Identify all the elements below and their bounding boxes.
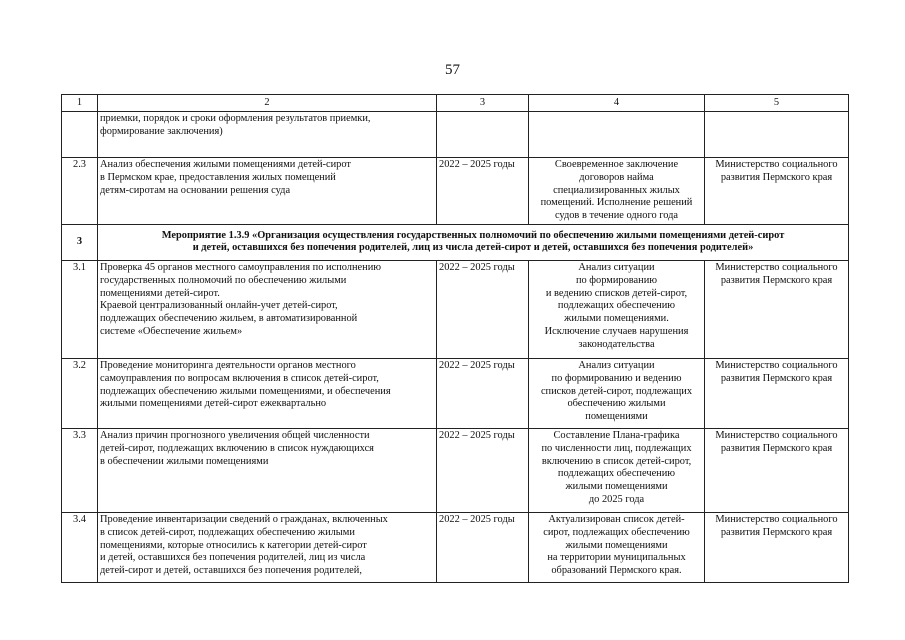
result-line: подлежащих обеспечению (557, 300, 676, 312)
result-line: на территории муниципальных (547, 552, 686, 564)
row-period: 2022 – 2025 годы (437, 512, 529, 582)
executor-line: развития Пермского края (720, 171, 833, 183)
table-row (62, 428, 849, 512)
row-number: 3.2 (62, 358, 98, 428)
row-description (98, 512, 437, 582)
result-line: включению в список детей-сирот, (541, 455, 692, 467)
result-line: Исключение случаев нарушения (544, 325, 689, 337)
executor-line: Министерство социального (715, 513, 838, 525)
row-result (529, 428, 705, 512)
row-period (437, 112, 529, 158)
row-executor (705, 112, 849, 158)
row-executor (705, 358, 849, 428)
executor-line: Министерство социального (715, 261, 838, 273)
row-executor (705, 428, 849, 512)
row-description (98, 158, 437, 225)
result-line: жилыми помещениями (565, 481, 668, 493)
table-row (62, 512, 849, 582)
result-line: сирот, подлежащих обеспечению (543, 526, 690, 538)
row-result (529, 112, 705, 158)
executor-line: развития Пермского края (720, 372, 833, 384)
header-cell-1: 1 (62, 95, 98, 112)
description-line: Проведение мониторинга деятельности органов местного (100, 359, 356, 371)
description-line: приемки, порядок и сроки оформления результатов приемки, (100, 113, 371, 124)
row-executor (705, 158, 849, 225)
result-line: Актуализирован список детей- (548, 513, 685, 525)
row-result (529, 260, 705, 358)
result-line: законодательства (578, 338, 655, 350)
row-result (529, 358, 705, 428)
section-number: 3 (62, 224, 98, 260)
row-number: 3.3 (62, 428, 98, 512)
result-line: до 2025 года (588, 493, 645, 505)
section-title-line: и детей, оставшихся без попечения родителей, лиц из числа детей-сирот и детей, оставшихся без попечения родителей» (192, 242, 754, 254)
executor-line: Министерство социального (715, 429, 838, 441)
result-line: Анализ ситуации (578, 359, 655, 371)
row-executor (705, 260, 849, 358)
result-line: помещений. Исполнение решений (540, 197, 693, 209)
table-header-row (62, 95, 849, 112)
result-line: образований Пермского края. (551, 565, 682, 577)
description-line: Проверка 45 органов местного самоуправления по исполнению (100, 261, 382, 273)
section-title (98, 224, 849, 260)
result-line: обеспечению жилыми (567, 398, 666, 410)
description-line: детей-сирот, подлежащих включению в список нуждающихся (100, 442, 374, 454)
description-line: Анализ причин прогнозного увеличения общей численности (100, 429, 370, 441)
description-line: формирование заключения) (100, 125, 223, 137)
table-row (62, 158, 849, 225)
result-line: и ведению списков детей-сирот, (545, 287, 688, 299)
result-line: подлежащих обеспечению (557, 468, 676, 480)
executor-line: развития Пермского края (720, 274, 833, 286)
description-line: и детей, оставшихся без попечения родителей, лиц из числа (100, 552, 366, 564)
row-period: 2022 – 2025 годы (437, 358, 529, 428)
row-description (98, 260, 437, 358)
row-number: 3.1 (62, 260, 98, 358)
row-number (62, 112, 98, 158)
row-description (98, 428, 437, 512)
row-description (98, 112, 437, 158)
plan-table (61, 94, 849, 583)
result-line: списков детей-сирот, подлежащих (540, 385, 693, 397)
description-line: Анализ обеспечения жилыми помещениями детей-сирот (100, 159, 351, 170)
description-line: Краевой централизованный онлайн-учет детей-сирот, (100, 300, 338, 312)
description-line: подлежащих обеспечению жилыми помещениями, и обеспечения (100, 385, 391, 397)
row-result (529, 158, 705, 225)
result-line: по формированию (575, 274, 658, 286)
row-period: 2022 – 2025 годы (437, 428, 529, 512)
result-line: специализированных жилых (553, 184, 680, 196)
result-line: судов в течение одного года (554, 210, 679, 222)
result-line: жилыми помещениями (565, 539, 668, 551)
header-cell-2: 2 (98, 95, 437, 112)
executor-line: Министерство социального (715, 359, 838, 371)
result-line: жилыми помещениями. (564, 313, 669, 325)
description-line: Проведение инвентаризации сведений о гражданах, включенных (100, 513, 388, 525)
row-executor (705, 512, 849, 582)
description-line: детям-сиротам на основании решения суда (100, 184, 291, 196)
row-description (98, 358, 437, 428)
description-line: самоуправления по вопросам включения в список детей-сирот, (100, 372, 379, 384)
description-line: жилыми помещениями детей-сирот ежеквартально (100, 398, 327, 410)
description-line: в Пермском крае, предоставления жилых помещений (100, 171, 336, 183)
result-line: Анализ ситуации (578, 261, 655, 273)
result-line: по формированию и ведению (551, 372, 682, 384)
executor-line: развития Пермского края (720, 442, 833, 454)
table-row (62, 260, 849, 358)
row-number: 2.3 (62, 158, 98, 225)
result-line: Своевременное заключение (554, 159, 679, 170)
result-line: по численности лиц, подлежащих (541, 442, 692, 454)
section-row (62, 224, 849, 260)
table-row (62, 358, 849, 428)
header-cell-5: 5 (705, 95, 849, 112)
executor-line: развития Пермского края (720, 526, 833, 538)
result-line: договоров найма (579, 171, 654, 183)
row-number: 3.4 (62, 512, 98, 582)
description-line: в обеспечении жилыми помещениями (100, 455, 269, 467)
description-line: помещениями, которые относились к категории детей-сирот (100, 539, 367, 551)
description-line: детей-сирот и детей, оставшихся без попечения родителей, (100, 565, 362, 577)
description-line: в список детей-сирот, подлежащих обеспечению жилыми (100, 526, 355, 538)
row-period: 2022 – 2025 годы (437, 158, 529, 225)
page-number: 57 (445, 62, 460, 78)
result-line: Составление Плана-графика (553, 429, 680, 441)
row-period: 2022 – 2025 годы (437, 260, 529, 358)
row-result (529, 512, 705, 582)
header-cell-4: 4 (529, 95, 705, 112)
section-title-line: Мероприятие 1.3.9 «Организация осуществления государственных полномочий по обеспечению жилыми помещениями детей-сирот (161, 229, 785, 241)
result-line: помещениями (585, 411, 648, 423)
description-line: помещениями детей-сирот. (100, 287, 220, 299)
description-line: системе «Обеспечение жильем» (100, 325, 243, 337)
table-row (62, 112, 849, 158)
description-line: государственных полномочий по обеспечению жилыми (100, 274, 347, 286)
description-line: подлежащих обеспечению жильем, в автоматизированной (100, 313, 358, 325)
executor-line: Министерство социального (715, 159, 838, 170)
header-cell-3: 3 (437, 95, 529, 112)
